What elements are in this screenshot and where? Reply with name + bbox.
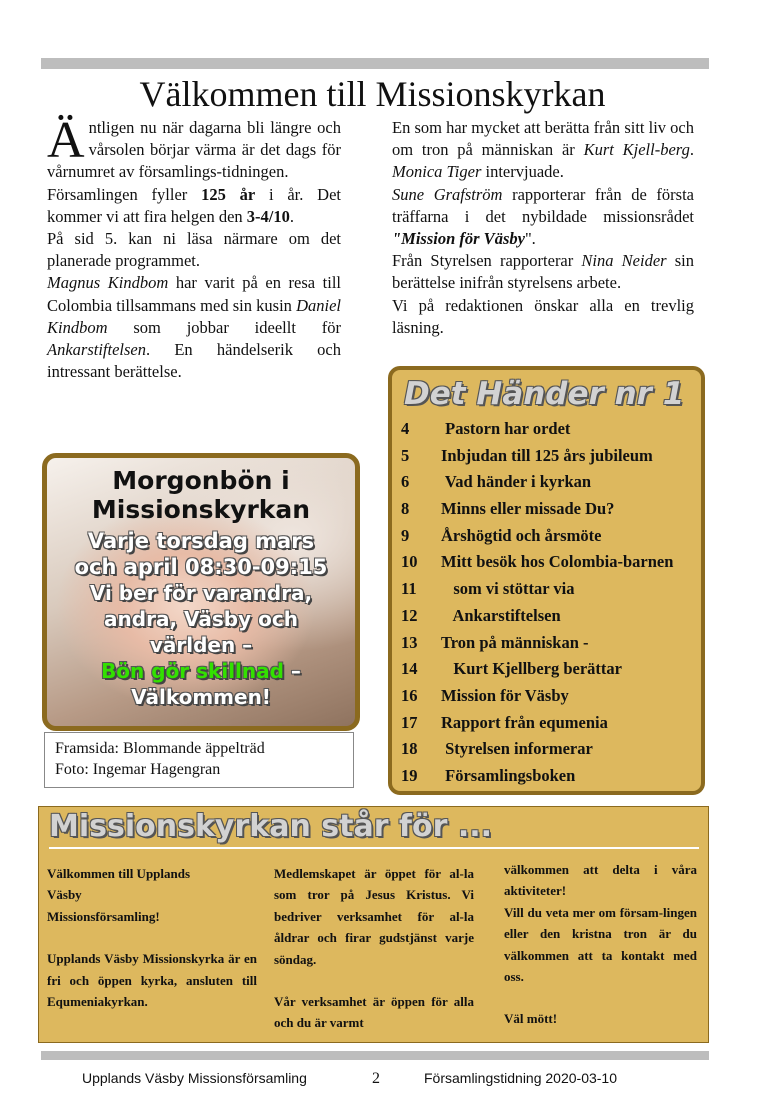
intro-column-right	[392, 117, 694, 339]
intro-paragraph-1: Äntligen nu när dagarna bli längre och vårsolen börjar värma är det dags för vårnumret av församlings-tidningen.	[47, 112, 341, 182]
stands-col3-paragraph-3: Väl mött!	[504, 1011, 558, 1027]
contents-page-number: 12	[401, 605, 418, 625]
prayer-line-9: Välkommen!	[131, 685, 271, 709]
contents-page-number: 16	[401, 685, 418, 705]
stands-col1-paragraph-1: Välkommen till Upplands Väsby Missionsförsamling!	[47, 866, 191, 924]
contents-entry: Tron på människan -	[441, 632, 589, 652]
prayer-heading-1: Morgonbön i	[112, 466, 290, 495]
contents-entry: Kurt Kjellberg berättar	[441, 659, 622, 679]
caption-line-1: Framsida: Blommande äppelträd	[55, 740, 265, 757]
contents-row	[401, 763, 701, 790]
contents-entry: Vad händer i kyrkan	[441, 472, 592, 492]
contents-page-number: 18	[401, 739, 418, 759]
contents-entry: Församlingsboken	[441, 765, 576, 785]
cover-photo-caption	[44, 732, 354, 788]
contents-entry: Mitt besök hos Colombia-barnen	[441, 552, 674, 572]
prayer-line-8: Bön gör skillnad –	[101, 659, 301, 683]
right-paragraph-2: Sune Grafström rapporterar från de första träffarna i det nybildade missionsrådet "Mission för Väsby".	[392, 184, 694, 249]
contents-page-number: 13	[401, 632, 418, 652]
right-paragraph-3: Från Styrelsen rapporterar Nina Neider sin berättelse inifrån styrelsens arbete.	[392, 251, 695, 293]
contents-page-number: 19	[401, 765, 418, 785]
contents-entry: Pastorn har ordet	[441, 419, 571, 438]
contents-row	[401, 656, 701, 683]
contents-row	[401, 443, 701, 470]
stands-col2-paragraph-1: Medlemskapet är öppet för al-la som tror på Jesus Kristus. Vi bedriver verksamhet för al-la åldrar och firar gudstjänst varje söndag.	[274, 866, 474, 967]
contents-page-number: 6	[401, 472, 410, 492]
stands-for-rule	[49, 847, 699, 849]
contents-page-number: 11	[401, 579, 417, 599]
right-paragraph-4: Vi på redaktionen önskar alla en trevlig läsning.	[392, 295, 694, 337]
footer-issue: Församlingstidning 2020-03-10	[424, 1070, 617, 1086]
contents-row	[401, 683, 701, 710]
contents-row	[401, 603, 701, 630]
contents-page-number: 4	[401, 419, 410, 438]
drop-cap: Ä	[47, 112, 85, 169]
contents-entry: Inbjudan till 125 års jubileum	[441, 445, 653, 465]
prayer-line-3: Varje torsdag mars	[87, 529, 315, 553]
contents-entry: Rapport från equmenia	[441, 712, 608, 732]
contents-page-number: 17	[401, 712, 418, 732]
contents-page-number: 10	[401, 552, 418, 572]
prayer-line-6: andra, Väsby och	[104, 607, 298, 631]
contents-entry: Minns eller missade Du?	[441, 499, 615, 519]
morning-prayer-box	[42, 453, 360, 731]
contents-row	[401, 736, 701, 763]
prayer-line-5: Vi ber för varandra,	[89, 581, 313, 605]
contents-row	[401, 630, 701, 657]
bottom-rule	[41, 1051, 709, 1060]
contents-entry: Mission för Väsby	[441, 685, 569, 705]
contents-row	[401, 496, 701, 523]
contents-page-number: 5	[401, 445, 410, 465]
top-rule	[41, 58, 709, 69]
stands-col1-paragraph-2: Upplands Väsby Missionskyrka är en fri och öppen kyrka, ansluten till Equmeniakyrkan.	[47, 951, 257, 1010]
prayer-line-4: och april 08:30-09:15	[74, 555, 328, 579]
contents-page-number: 8	[401, 499, 410, 519]
stands-col3-paragraph-2: Vill du veta mer om försam-lingen eller den kristna tron är du välkommen att ta kontakt med oss.	[504, 904, 697, 985]
stands-col2-paragraph-2: Vår verksamhet är öppen för alla och du är varmt	[274, 994, 474, 1031]
contents-row	[401, 576, 701, 603]
intro-paragraph-2: Församlingen fyller 125 år i år. Det kommer vi att fira helgen den 3-4/10.	[47, 184, 341, 226]
contents-entry: Årshögtid och årsmöte	[441, 525, 602, 545]
stands-column-3	[504, 859, 697, 1030]
contents-entry: Ankarstiftelsen	[441, 605, 561, 625]
stands-column-2	[274, 863, 474, 1034]
contents-page-number: 14	[401, 659, 418, 679]
intro-paragraph-3: På sid 5. kan ni läsa närmare om det planerade programmet.	[47, 229, 341, 271]
contents-box	[388, 366, 705, 795]
contents-row	[401, 549, 701, 576]
stands-col3-paragraph-1: välkommen att delta i våra aktiviteter!	[504, 862, 697, 899]
prayer-highlight: Bön gör skillnad	[101, 659, 284, 683]
contents-row	[401, 469, 701, 496]
contents-title: Det Händer nr 1	[404, 376, 685, 412]
contents-page-number: 9	[401, 525, 410, 545]
contents-list	[401, 416, 701, 790]
contents-entry: Styrelsen informerar	[441, 739, 593, 759]
contents-row	[401, 416, 701, 443]
stands-for-box	[38, 806, 709, 1043]
page-title: Välkommen till Missionskyrkan	[139, 74, 606, 114]
contents-entry: som vi stöttar via	[441, 579, 575, 599]
footer-page-number: 2	[372, 1070, 380, 1087]
footer-organization: Upplands Väsby Missionsförsamling	[82, 1070, 307, 1086]
stands-for-title: Missionskyrkan står för ...	[49, 809, 493, 844]
contents-row	[401, 710, 701, 737]
intro-paragraph-4: Magnus Kindbom har varit på en resa till Colombia tillsammans med sin kusin Daniel Kindbom som jobbar ideellt för Ankarstiftelsen. En händelserik och intressant berättelse.	[47, 273, 342, 382]
prayer-line-7: världen –	[149, 633, 253, 657]
stands-column-1	[47, 863, 257, 1012]
contents-row	[401, 523, 701, 550]
right-paragraph-1: En som har mycket att berätta från sitt liv och om tron på människan är Kurt Kjell-berg. Monica Tiger intervjuade.	[392, 118, 694, 182]
caption-line-2: Foto: Ingemar Hagengran	[55, 761, 221, 778]
intro-column	[47, 112, 342, 383]
prayer-heading-2: Missionskyrkan	[91, 495, 311, 524]
